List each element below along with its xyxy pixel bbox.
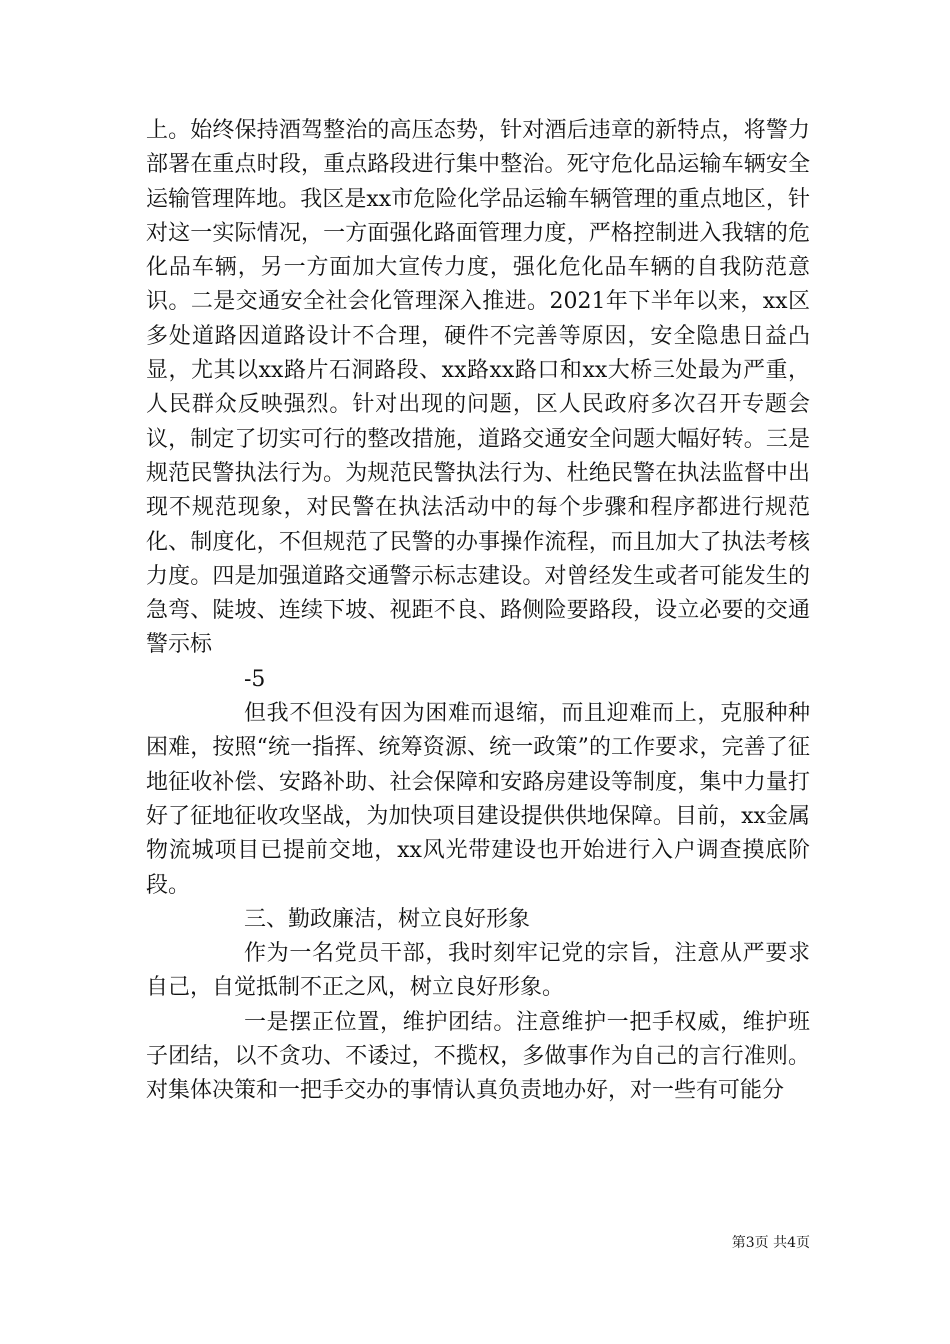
paragraph-traffic-safety: 上。始终保持酒驾整治的高压态势，针对酒后违章的新特点，将警力部署在重点时段，重点路段进行集中整治。死守危化品运输车辆安全运输管理阵地。我区是xx市危险化学品运输车辆管理的重点地区，针对这一实际情况，一方面强化路面管理力度，严格控制进入我辖的危化品车辆，另一方面加大宣传力度，强化危化品车辆的自我防范意识。二是交通安全社会化管理深入推进。2021年下半年以来，xx区多处道路因道路设计不合理，硬件不完善等原因，安全隐患日益凸显，尤其以xx路片石洞路段、xx路xx路口和xx大桥三处最为严重，人民群众反映强烈。针对出现的问题，区人民政府多次召开专题会议，制定了切实可行的整改措施，道路交通安全问题大幅好转。三是规范民警执法行为。为规范民警执法行为、杜绝民警在执法监督中出现不规范现象，对民警在执法活动中的每个步骤和程序都进行规范化、制度化，不但规范了民警的办事操作流程，而且加大了执法考核力度。四是加强道路交通警示标志建设。对曾经发生或者可能发生的急弯、陡坡、连续下坡、视距不良、路侧险要路段，设立必要的交通警示标 xyxy=(146,118,810,658)
page-footer: 第3页 共4页 xyxy=(731,1235,810,1251)
paragraph-unity: 一是摆正位置，维护团结。注意维护一把手权威，维护班子团结，以不贪功、不诿过，不揽权，多做事作为自己的言行准则。对集体决策和一把手交办的事情认真负责地办好，对一些有可能分 xyxy=(146,1009,810,1104)
page-marker: -5 xyxy=(244,666,266,692)
section-heading: 三、勤政廉洁，树立良好形象 xyxy=(244,906,531,932)
document-body xyxy=(146,114,810,1109)
paragraph-party-member: 作为一名党员干部，我时刻牢记党的宗旨，注意从严要求自己，自觉抵制不正之风，树立良好形象。 xyxy=(146,941,810,1001)
paragraph-land-acquisition: 但我不但没有因为困难而退缩，而且迎难而上，克服种种困难，按照“统一指挥、统筹资源、统一政策”的工作要求，完善了征地征收补偿、安路补助、社会保障和安路房建设等制度，集中力量打好了征地征收攻坚战，为加快项目建设提供供地保障。目前，xx金属物流城项目已提前交地，xx风光带建设也开始进行入户调查摸底阶段。 xyxy=(146,701,810,898)
